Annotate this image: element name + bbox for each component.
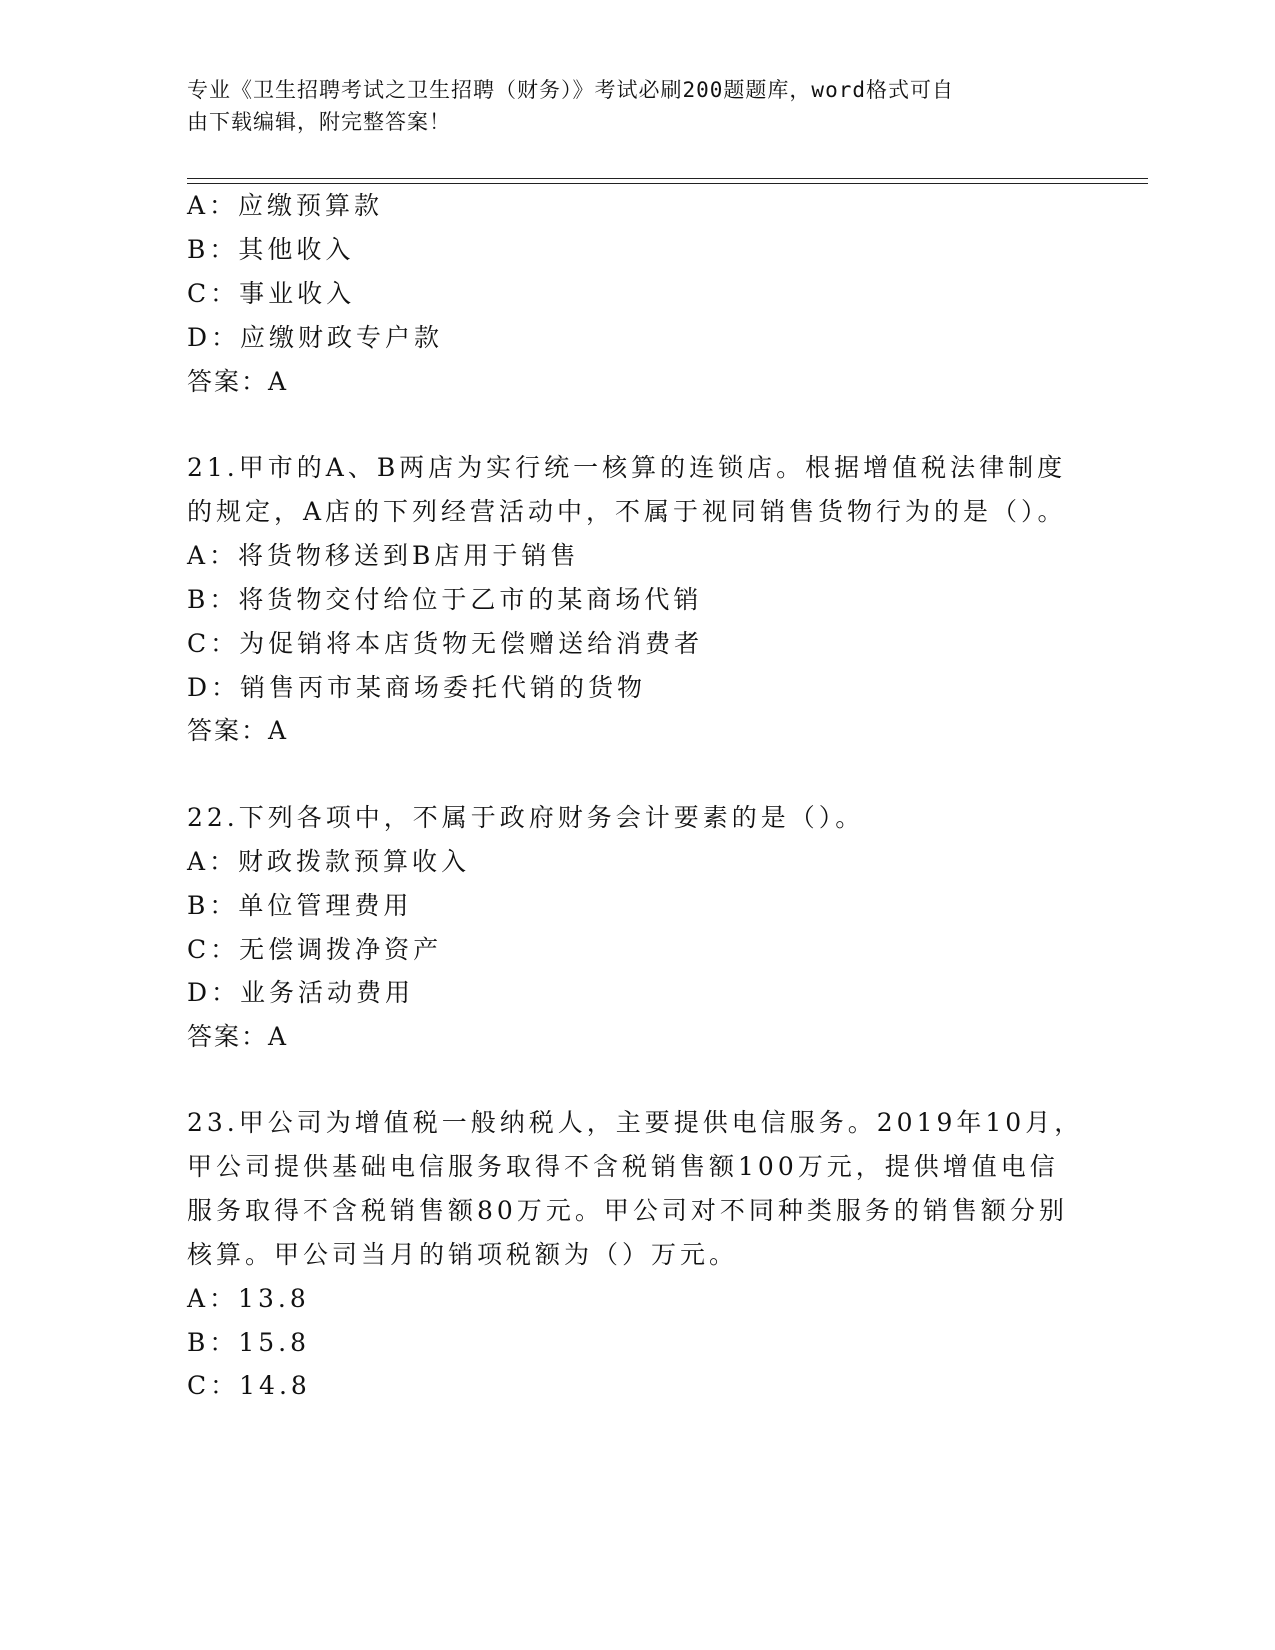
q23-stem-line-3: 服务取得不含税销售额80万元。甲公司对不同种类服务的销售额分别: [187, 1196, 1068, 1225]
q23-stem-line-2: 甲公司提供基础电信服务取得不含税销售额100万元，提供增值电信: [187, 1152, 1059, 1181]
q21-option-d: D：销售丙市某商场委托代销的货物: [187, 673, 647, 702]
q21-stem-line-1: 21.甲市的A、B两店为实行统一核算的连锁店。根据增值税法律制度: [187, 453, 1067, 482]
q21-answer: 答案：A: [187, 716, 289, 745]
header-rule-bottom: [187, 183, 1148, 184]
q21-option-b: B：将货物交付给位于乙市的某商场代销: [187, 585, 703, 614]
prev-option-d: D：应缴财政专户款: [187, 323, 444, 352]
document-header: [187, 74, 1087, 138]
q22-option-d: D：业务活动费用: [187, 978, 415, 1007]
header-rule-top: [187, 178, 1148, 179]
q22-answer: 答案：A: [187, 1022, 289, 1051]
q21-option-a: A：将货物移送到B店用于销售: [187, 541, 580, 570]
q22-option-a: A：财政拨款预算收入: [187, 847, 471, 876]
prev-answer: 答案：A: [187, 367, 289, 396]
prev-option-b: B：其他收入: [187, 235, 355, 264]
q23-stem-line-1: 23.甲公司为增值税一般纳税人，主要提供电信服务。2019年10月，: [187, 1108, 1084, 1137]
q21-stem-line-2: 的规定，A店的下列经营活动中，不属于视同销售货物行为的是（）。: [187, 497, 1067, 526]
q22-option-c: C：无偿调拨净资产: [187, 935, 443, 964]
prev-option-c: C：事业收入: [187, 279, 356, 308]
header-line-1: 专业《卫生招聘考试之卫生招聘（财务）》考试必刷200题题库，word格式可自: [187, 78, 954, 102]
header-line-2: 由下载编辑，附完整答案！: [187, 110, 451, 134]
q23-option-b: B：15.8: [187, 1328, 311, 1357]
q21-option-c: C：为促销将本店货物无偿赠送给消费者: [187, 629, 704, 658]
q23-stem-line-4: 核算。甲公司当月的销项税额为（）万元。: [187, 1240, 739, 1269]
q22-stem: 22.下列各项中，不属于政府财务会计要素的是（）。: [187, 803, 865, 832]
q23-option-c: C：14.8: [187, 1371, 311, 1400]
prev-option-a: A：应缴预算款: [187, 191, 384, 220]
q22-option-b: B：单位管理费用: [187, 891, 413, 920]
q23-option-a: A：13.8: [187, 1284, 310, 1313]
